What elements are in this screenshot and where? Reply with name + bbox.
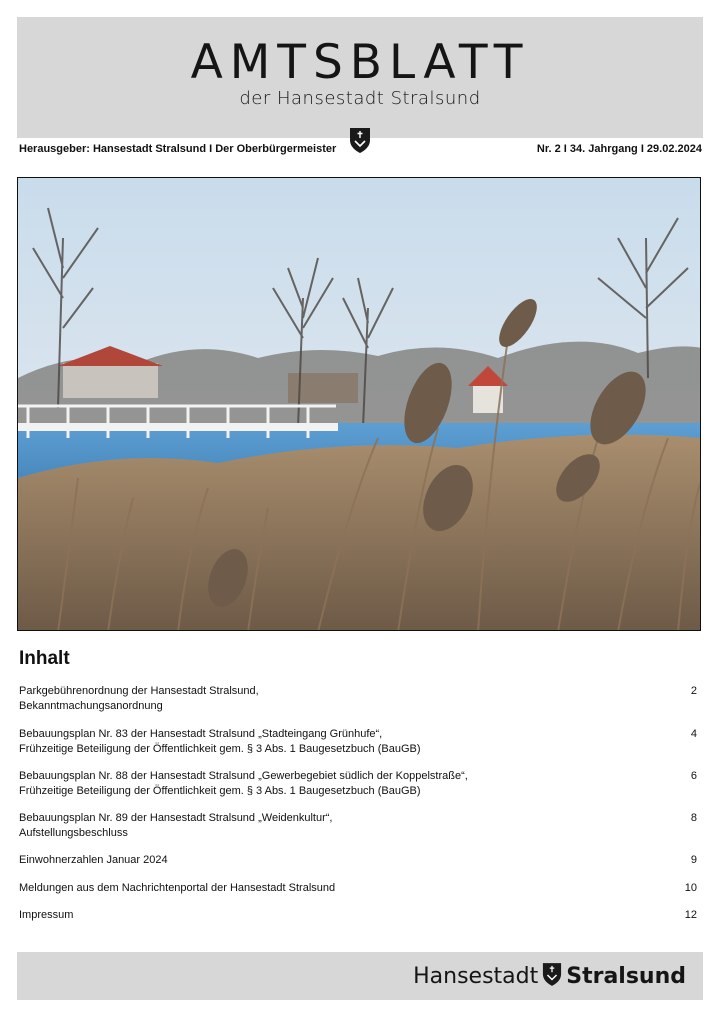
masthead-subtitle: der Hansestadt Stralsund xyxy=(239,88,481,109)
masthead-meta xyxy=(19,143,702,157)
toc-item[interactable] xyxy=(19,881,697,896)
cover-photo xyxy=(17,177,701,631)
toc-item-line1: Parkgebührenordnung der Hansestadt Stralsund, xyxy=(19,685,259,697)
masthead-title: AMTSBLATT xyxy=(190,35,530,90)
toc-item-line1: Bebauungsplan Nr. 89 der Hansestadt Stralsund „Weidenkultur“, xyxy=(19,812,333,824)
toc-item-page: 4 xyxy=(690,728,697,740)
toc-item-line2: Frühzeitige Beteiligung der Öffentlichkeit gem. § 3 Abs. 1 Baugesetzbuch (BauGB) xyxy=(19,743,421,755)
publisher-line: Herausgeber: Hansestadt Stralsund I Der Oberbürgermeister xyxy=(19,143,337,155)
toc-item[interactable] xyxy=(19,811,697,841)
stralsund-crest-icon xyxy=(542,962,562,987)
masthead-band xyxy=(17,17,703,138)
toc-item-line2: Frühzeitige Beteiligung der Öffentlichkeit gem. § 3 Abs. 1 Baugesetzbuch (BauGB) xyxy=(19,785,421,797)
toc-item-page: 2 xyxy=(690,685,697,697)
footer-brand-word2: Stralsund xyxy=(566,964,686,989)
toc-item-line1: Einwohnerzahlen Januar 2024 xyxy=(19,854,168,866)
toc-item[interactable] xyxy=(19,769,697,799)
toc-item-page: 8 xyxy=(690,812,697,824)
toc-item[interactable] xyxy=(19,684,697,714)
toc-item-page: 12 xyxy=(684,909,697,921)
issue-line: Nr. 2 I 34. Jahrgang I 29.02.2024 xyxy=(536,143,702,155)
toc-item[interactable] xyxy=(19,908,697,923)
toc-item-line1: Impressum xyxy=(19,909,74,921)
toc-item-page: 9 xyxy=(690,854,697,866)
toc-heading: Inhalt xyxy=(19,648,70,669)
toc-item-line1: Bebauungsplan Nr. 88 der Hansestadt Stralsund „Gewerbegebiet südlich der Koppelstraße“, xyxy=(19,770,468,782)
toc-item-line1: Meldungen aus dem Nachrichtenportal der Hansestadt Stralsund xyxy=(19,882,336,894)
toc-item-page: 10 xyxy=(684,882,697,894)
toc-item-page: 6 xyxy=(690,770,697,782)
footer-brand xyxy=(413,962,686,990)
toc-item-line1: Bebauungsplan Nr. 83 der Hansestadt Stralsund „Stadteingang Grünhufe“, xyxy=(19,728,383,740)
footer-brand-word1: Hansestadt xyxy=(413,964,539,989)
toc-item[interactable] xyxy=(19,853,697,868)
toc-item-line2: Aufstellungsbeschluss xyxy=(19,827,128,839)
toc-item-line2: Bekanntmachungsanordnung xyxy=(19,700,163,712)
toc-item[interactable] xyxy=(19,727,697,757)
footer-band xyxy=(17,952,703,1000)
